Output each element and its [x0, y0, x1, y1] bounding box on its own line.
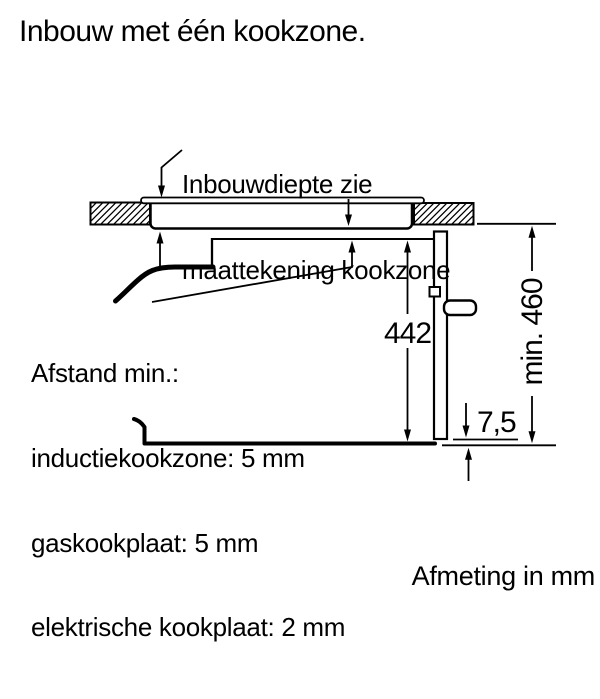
- callout-min-distance-line4: elektrische kookplaat: 2 mm: [31, 612, 346, 643]
- dimension-value-oven-height: 442: [383, 317, 432, 350]
- worktop-left-section: [91, 203, 151, 225]
- dimension-value-bottom-gap: 7,5: [477, 406, 516, 439]
- callout-min-distance-line1: Afstand min.:: [31, 358, 179, 389]
- callout-recess-depth-line2: maattekening kookzone: [182, 254, 451, 285]
- callout-min-distance-line2: inductiekookzone: 5 mm: [31, 443, 305, 474]
- callout-min-distance-line3: gaskookplaat: 5 mm: [31, 527, 259, 558]
- dimension-line-7-5: [463, 403, 473, 481]
- callout-top-leader-arrow: [158, 150, 182, 198]
- units-note: Afmeting in mm: [411, 561, 595, 591]
- callout-recess-depth-line1: Inbouwdiepte zie: [182, 169, 373, 199]
- clearance-up-arrow: [157, 232, 164, 267]
- callout-min-distance: [31, 303, 345, 698]
- page-title: Inbouw met één kookzone.: [19, 15, 366, 48]
- dimension-value-niche-height: min. 460: [516, 278, 549, 386]
